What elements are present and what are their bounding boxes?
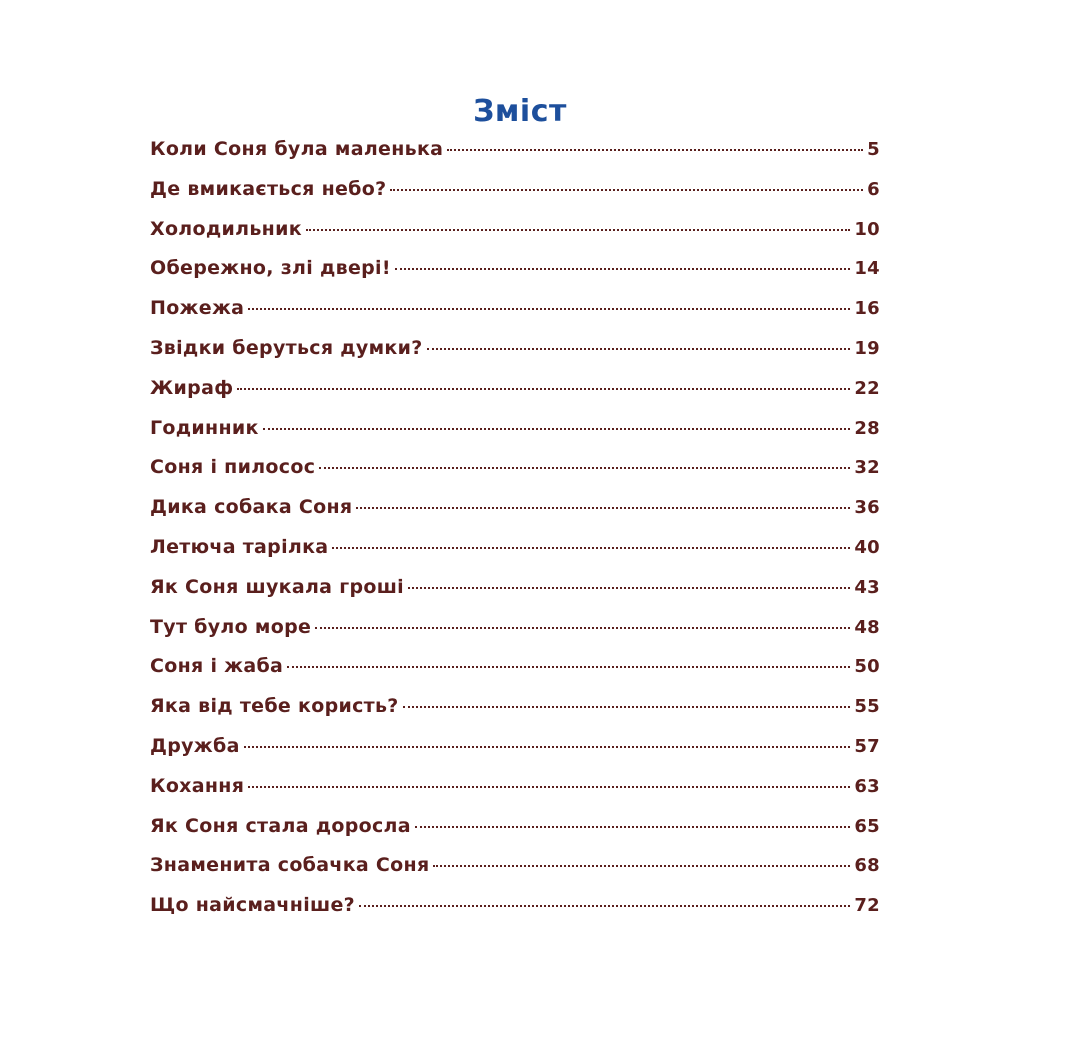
toc-entry	[150, 257, 880, 297]
dot-leader	[433, 865, 850, 867]
toc-entry-page-number: 40	[854, 536, 880, 558]
toc-entry	[150, 138, 880, 178]
toc-entry-page-number: 65	[854, 815, 880, 837]
dot-leader	[408, 587, 850, 589]
dot-leader	[306, 229, 850, 231]
dot-leader	[356, 507, 850, 509]
toc-entry-title: Пожежа	[150, 297, 245, 320]
toc-entry-page-number: 5	[867, 139, 880, 160]
dot-leader	[319, 467, 850, 469]
toc-entry-title: Кохання	[150, 774, 245, 797]
toc-entry	[150, 854, 880, 894]
toc-entry-page-number: 72	[854, 895, 880, 917]
toc-entry-page-number: 6	[867, 178, 880, 200]
dot-leader	[427, 348, 851, 350]
toc-entry-page-number: 28	[854, 417, 880, 439]
toc-entry-title: Соня і пилосос	[150, 456, 316, 479]
toc-entry-page-number: 48	[854, 616, 880, 638]
dot-leader	[403, 706, 851, 708]
toc-entry	[150, 616, 880, 656]
toc-entry-page-number: 36	[854, 497, 880, 519]
toc-entry	[150, 695, 880, 735]
toc-entry-page-number: 63	[854, 775, 880, 797]
toc-entry	[150, 337, 880, 377]
toc-entry-title: Як Соня стала доросла	[150, 814, 411, 837]
toc-entry	[150, 735, 880, 775]
toc-entry	[150, 655, 880, 695]
toc-entry-page-number: 43	[854, 576, 880, 598]
toc-entry-title: Летюча тарілка	[150, 535, 329, 558]
table-of-contents	[150, 138, 880, 934]
toc-entry	[150, 377, 880, 417]
toc-entry-title: Яка від тебе користь?	[150, 695, 399, 718]
toc-entry-page-number: 16	[854, 298, 880, 320]
toc-entry-page-number: 10	[854, 218, 880, 240]
dot-leader	[263, 428, 851, 430]
toc-entry-title: Жираф	[150, 376, 234, 399]
dot-leader	[237, 388, 850, 390]
dot-leader	[415, 826, 850, 828]
toc-entry-title: Соня і жаба	[150, 655, 284, 678]
toc-entry	[150, 775, 880, 815]
toc-entry-title: Де вмикається небо?	[150, 177, 387, 200]
toc-entry	[150, 815, 880, 855]
toc-entry	[150, 894, 880, 934]
toc-entry	[150, 456, 880, 496]
dot-leader	[315, 627, 850, 629]
toc-entry-title: Тут було море	[150, 615, 312, 638]
toc-entry	[150, 178, 880, 218]
toc-entry	[150, 297, 880, 337]
dot-leader	[390, 189, 863, 191]
dot-leader	[287, 666, 850, 668]
toc-entry-page-number: 32	[854, 457, 880, 479]
toc-entry	[150, 417, 880, 457]
toc-entry-page-number: 22	[854, 377, 880, 399]
toc-entry-title: Дружба	[150, 734, 240, 757]
dot-leader	[244, 746, 851, 748]
toc-entry-page-number: 19	[854, 337, 880, 359]
dot-leader	[332, 547, 850, 549]
toc-entry-title: Обережно, злі двері!	[150, 257, 391, 280]
dot-leader	[395, 268, 851, 270]
toc-entry-title: Як Соня шукала гроші	[150, 575, 404, 598]
toc-entry-title: Годинник	[150, 416, 259, 439]
toc-entry-title: Що найсмачніше?	[150, 894, 356, 917]
toc-entry-title: Холодильник	[150, 217, 302, 240]
dot-leader	[248, 308, 850, 310]
toc-entry-page-number: 57	[854, 735, 880, 757]
toc-entry	[150, 536, 880, 576]
toc-entry-title: Дика собака Соня	[150, 496, 353, 519]
toc-entry-title: Коли Соня була маленька	[150, 138, 444, 160]
toc-entry-page-number: 55	[854, 696, 880, 718]
toc-entry	[150, 496, 880, 536]
toc-entry	[150, 218, 880, 258]
dot-leader	[359, 905, 850, 907]
toc-entry-page-number: 68	[854, 855, 880, 877]
page-title: Зміст	[473, 94, 567, 130]
toc-entry-title: Знаменита собачка Соня	[150, 854, 430, 877]
dot-leader	[447, 149, 863, 151]
toc-entry-page-number: 50	[854, 656, 880, 678]
toc-entry-title: Звідки беруться думки?	[150, 336, 423, 359]
toc-entry	[150, 576, 880, 616]
dot-leader	[248, 786, 850, 788]
toc-entry-page-number: 14	[854, 258, 880, 280]
